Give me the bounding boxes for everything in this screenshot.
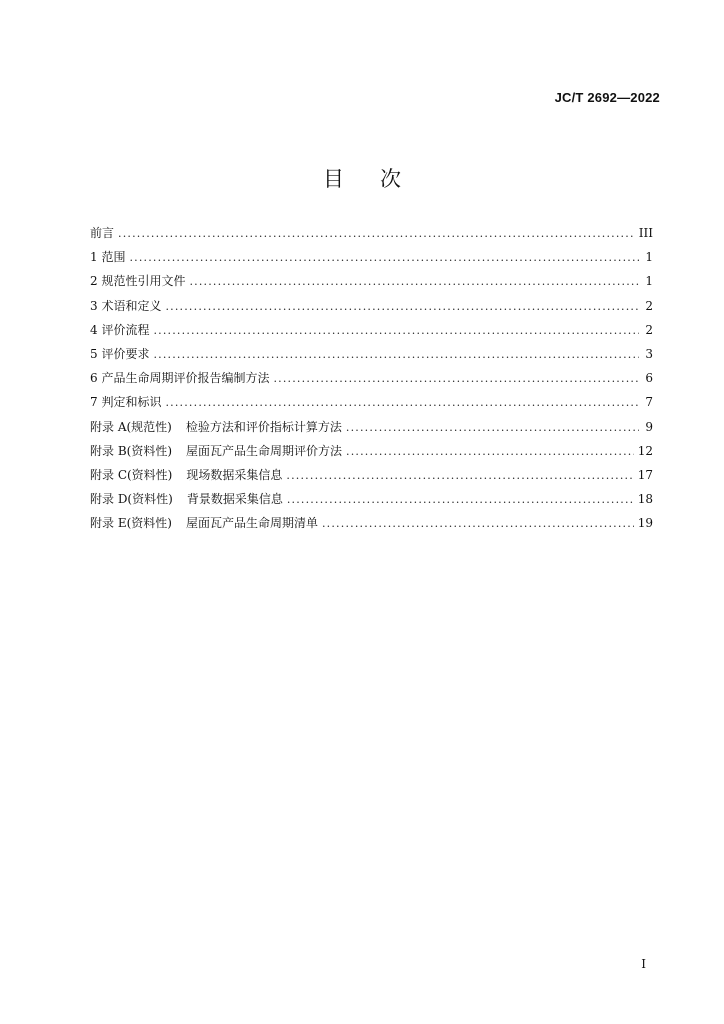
- toc-entry-page: 12: [637, 443, 653, 458]
- annex-label: 附录 A(规范性): [90, 419, 172, 434]
- toc-entry-annex-d[interactable]: [90, 491, 653, 515]
- toc-leader-dots: [189, 274, 639, 290]
- toc-entry-label: 5 评价要求: [90, 346, 150, 361]
- toc-entry-page: 17: [637, 467, 653, 482]
- toc-entry-label: [90, 491, 283, 507]
- toc-entry-page: 6: [645, 371, 653, 386]
- toc-entry-page: 18: [637, 492, 653, 507]
- toc-entry-label: 7 判定和标识: [90, 395, 162, 410]
- toc-entry-label: 4 评价流程: [90, 322, 150, 337]
- toc-leader-dots: [153, 347, 639, 363]
- toc-entry-page: 9: [645, 419, 653, 434]
- annex-label: 附录 E(资料性): [90, 516, 172, 531]
- annex-subtitle: 屋面瓦产品生命周期清单: [185, 516, 318, 531]
- annex-subtitle: 检验方法和评价指标计算方法: [185, 419, 342, 434]
- toc-entry-judgement-marking[interactable]: [90, 394, 653, 418]
- toc-entry-page: 2: [645, 322, 653, 337]
- toc-leader-dots: [165, 395, 639, 411]
- toc-list: [90, 225, 653, 539]
- toc-leader-dots: [287, 492, 634, 508]
- toc-title: 目次: [323, 167, 437, 191]
- toc-entry-annex-a[interactable]: [90, 419, 653, 443]
- toc-entry-label: 2 规范性引用文件: [90, 274, 186, 289]
- toc-entry-foreword[interactable]: [90, 225, 653, 249]
- toc-entry-page: 1: [645, 274, 653, 289]
- annex-subtitle: 屋面瓦产品生命周期评价方法: [186, 443, 343, 458]
- toc-leader-dots: [273, 371, 639, 387]
- toc-entry-page: 2: [645, 298, 653, 313]
- toc-entry-label: 前言: [90, 226, 115, 240]
- toc-entry-annex-c[interactable]: [90, 467, 653, 491]
- toc-entry-label: [90, 515, 318, 531]
- annex-label: 附录 B(资料性): [90, 443, 172, 458]
- toc-entry-evaluation-process[interactable]: [90, 322, 653, 346]
- toc-leader-dots: [165, 299, 639, 315]
- toc-entry-page: 19: [637, 516, 653, 531]
- annex-subtitle: 现场数据采集信息: [186, 467, 283, 482]
- annex-label: 附录 C(资料性): [90, 467, 173, 482]
- toc-entry-report-method[interactable]: [90, 370, 653, 394]
- toc-entry-scope[interactable]: [90, 249, 653, 273]
- annex-subtitle: 背景数据采集信息: [186, 492, 283, 507]
- toc-entry-annex-b[interactable]: [90, 443, 653, 467]
- toc-leader-dots: [322, 516, 634, 532]
- toc-entry-label: [90, 467, 282, 483]
- toc-leader-dots: [153, 323, 639, 339]
- toc-entry-evaluation-requirements[interactable]: [90, 346, 653, 370]
- toc-entry-page: 1: [645, 250, 653, 265]
- toc-entry-label: 6 产品生命周期评价报告编制方法: [90, 371, 270, 386]
- toc-leader-dots: [118, 226, 635, 242]
- toc-leader-dots: [286, 468, 633, 484]
- toc-leader-dots: [129, 250, 639, 266]
- toc-entry-label: [90, 443, 342, 459]
- annex-label: 附录 D(资料性): [90, 492, 173, 507]
- standard-code: JC/T 2692—2022: [554, 90, 660, 105]
- toc-entry-terms-definitions[interactable]: [90, 298, 653, 322]
- toc-leader-dots: [346, 444, 634, 460]
- toc-entry-page: 7: [645, 395, 653, 410]
- toc-entry-label: 3 术语和定义: [90, 298, 162, 313]
- toc-entry-label: [90, 419, 342, 435]
- toc-leader-dots: [346, 420, 639, 436]
- toc-entry-page: III: [638, 226, 653, 240]
- toc-entry-page: 3: [645, 346, 653, 361]
- toc-entry-annex-e[interactable]: [90, 515, 653, 539]
- toc-entry-label: 1 范围: [90, 250, 126, 265]
- toc-entry-normative-references[interactable]: [90, 273, 653, 297]
- page-number: I: [641, 957, 646, 971]
